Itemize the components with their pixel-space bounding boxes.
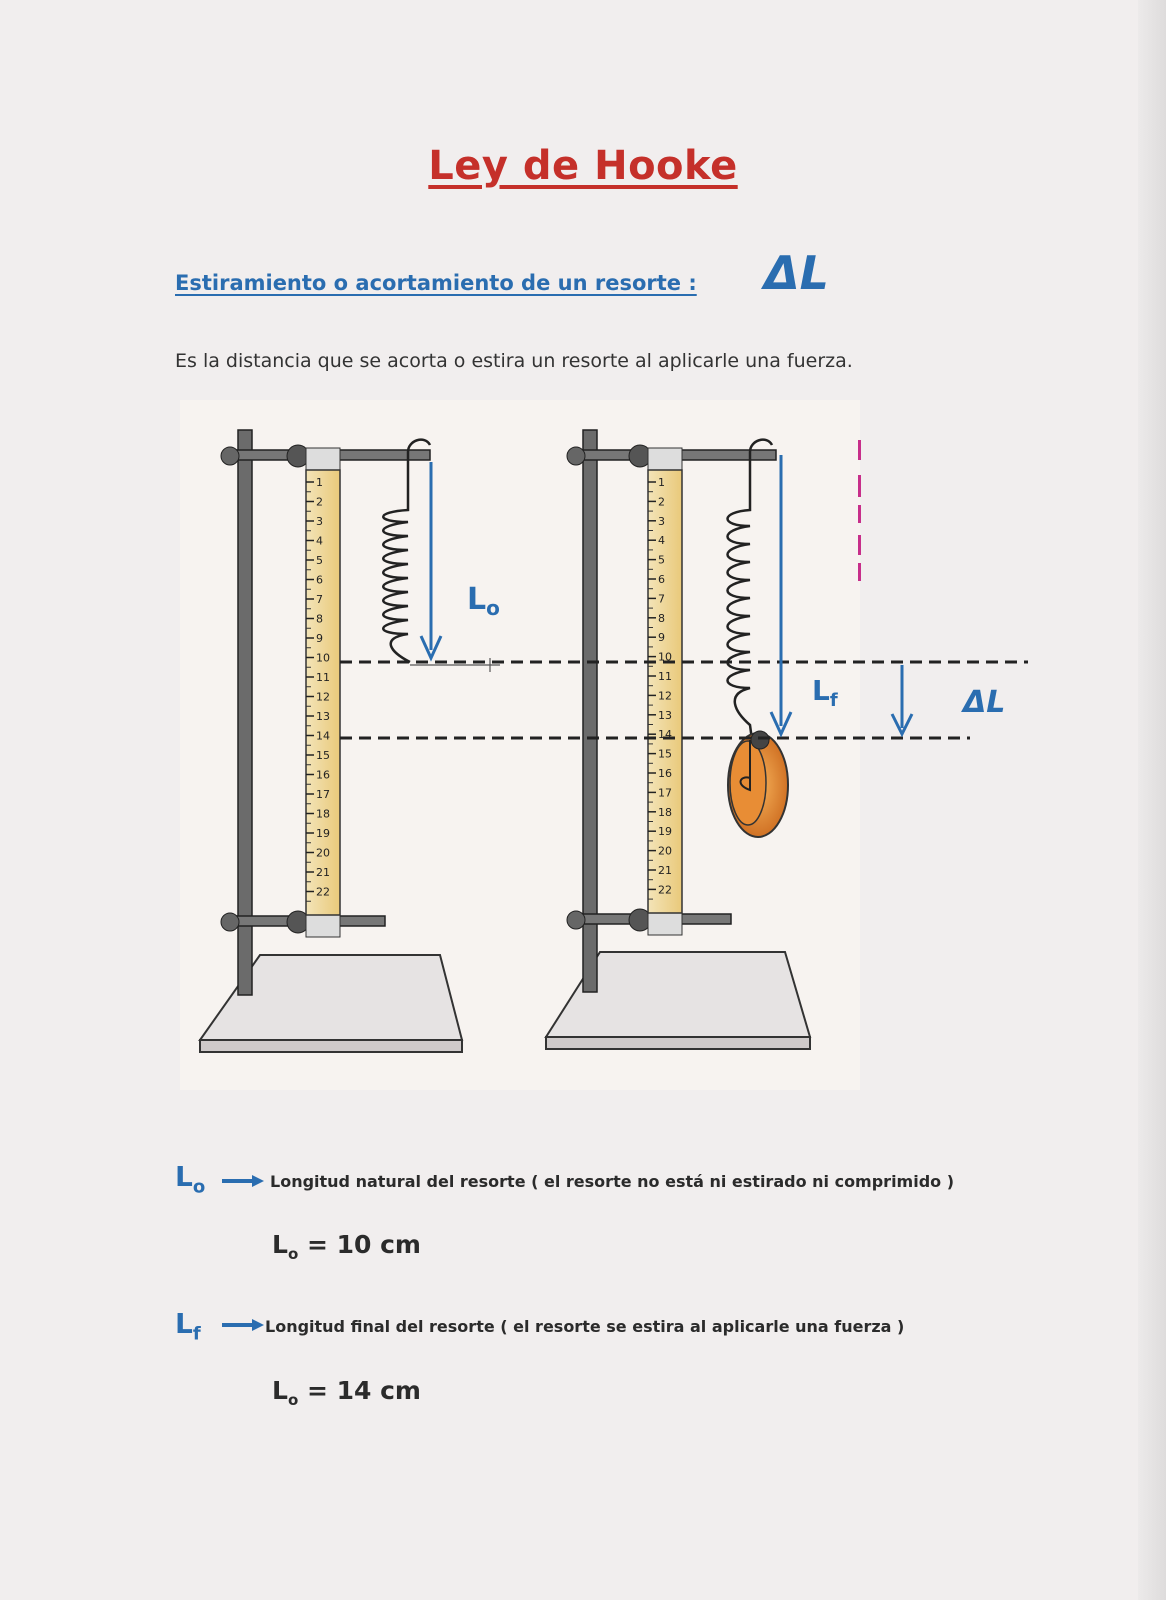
scale-number: 7 [658,592,665,606]
right-arrow-icon [222,1174,264,1188]
scale-number: 12 [316,690,330,704]
legend-symbol-lo: $L_o$ [175,1160,206,1198]
scale-number: 5 [658,553,665,567]
legend-description-lf: Longitud final del resorte ( el resorte se estira al aplicarle una fuerza ) [265,1317,905,1336]
hanging-weight [728,731,788,837]
scale-number: 14 [658,728,672,742]
scale-number: 17 [316,788,330,801]
section-heading: Estiramiento o acortamiento de un resorte : [175,271,697,295]
delta-l-symbol: ΔL [764,246,829,300]
scan-edge [1138,0,1166,1600]
legend-symbol-lf: $L_f$ [175,1307,201,1345]
scale-number: 6 [658,573,665,586]
spring-figure [180,400,1070,1120]
scale-number: 4 [316,534,323,548]
scale-number: 11 [316,671,330,684]
scale-number: 10 [658,650,672,664]
scale-number: 16 [316,768,330,782]
right-arrow-icon [222,1318,264,1332]
figure-label-lo: $L_o$ [467,582,500,620]
scale-number: 16 [658,767,672,780]
scale-number: 21 [658,864,672,877]
scale-number: 1 [316,476,323,489]
scale-number: 9 [658,631,665,645]
delta-l-arrow [892,665,912,734]
scale-number: 7 [316,593,323,606]
scale-number: 2 [658,495,665,509]
equation-lo: $L_o = 10$ cm [272,1230,421,1263]
scale-number: 21 [316,866,330,879]
equation-lf: $L_o = 14$ cm [272,1376,421,1409]
scale-number: 14 [316,729,330,743]
scale-number: 22 [316,885,330,899]
definition-text: Es la distancia que se acorta o estira un resorte al aplicarle una fuerza. [175,350,853,372]
scale-number: 3 [658,514,665,528]
legend-description-lo: Longitud natural del resorte ( el resorte no está ni estirado ni comprimido ) [270,1172,955,1191]
scale-number: 10 [316,651,330,665]
scale-number: 6 [316,573,323,587]
scale-number: 13 [316,710,330,723]
scale-number: 22 [658,883,672,897]
scale-number: 18 [658,805,672,819]
scale-number: 9 [316,632,323,645]
scale-number: 11 [658,670,672,683]
figure-label-lf: $L_f$ [812,674,838,711]
scale-number: 5 [316,554,323,567]
scale-number: 8 [316,612,323,626]
scale-number: 19 [658,825,672,839]
scale-number: 8 [658,611,665,625]
scale-number: 1 [658,476,665,489]
scale-number: 15 [316,749,330,762]
scale-number: 13 [658,708,672,722]
scale-number: 20 [316,846,330,860]
scale-number: 19 [316,827,330,840]
scale-number: 2 [316,495,323,509]
scale-number: 20 [658,844,672,858]
scale-number: 4 [658,534,665,548]
scale-number: 3 [316,515,323,528]
figure-label-delta: ΔL [963,685,1006,720]
scale-number: 15 [658,747,672,761]
scale-number: 12 [658,689,672,703]
spring-illustration [180,400,1070,1120]
page-title: Ley de Hooke [428,143,738,189]
scale-number: 18 [316,807,330,821]
scale-number: 17 [658,786,672,800]
